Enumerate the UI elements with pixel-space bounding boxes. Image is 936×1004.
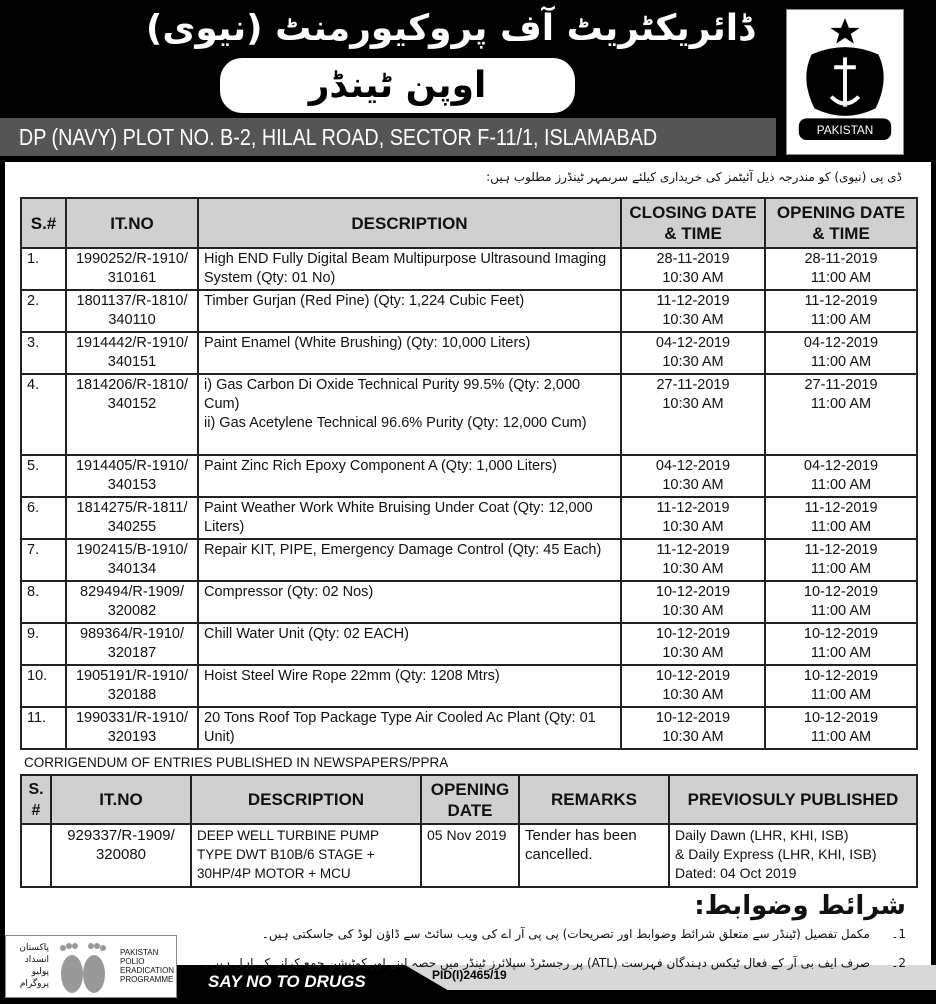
cell-closing xyxy=(621,623,765,665)
column-header: OPENING DATE & TIME xyxy=(765,198,917,248)
cell-closing xyxy=(621,290,765,332)
cell-opening xyxy=(765,455,917,497)
cell-opening xyxy=(765,497,917,539)
opening-date: 10-12-2019 xyxy=(803,626,879,642)
cell-opening xyxy=(765,539,917,581)
description-line: 20 Tons Roof Top Package Type Air Cooled Ac Plant (Qty: 01 Unit) xyxy=(204,710,596,745)
column-header: IT.NO xyxy=(51,775,191,824)
cell-itno: 1990252/R-1910/ 310161 xyxy=(66,248,198,290)
closing-date: 28-11-2019 xyxy=(656,251,730,267)
cell-sn: 7. xyxy=(21,539,66,581)
cell-description xyxy=(198,374,621,455)
polio-urdu: پاکستان انسداد پولیو پروگرام xyxy=(19,943,49,989)
closing-date: 10-12-2019 xyxy=(655,668,731,684)
opening-time: 11:00 AM xyxy=(810,561,872,577)
table-row xyxy=(21,623,917,665)
corrigendum-table xyxy=(20,774,918,888)
description-line: Compressor (Qty: 02 Nos) xyxy=(204,584,374,600)
cell-closing xyxy=(621,455,765,497)
closing-time: 10:30 AM xyxy=(662,729,724,745)
closing-time: 10:30 AM xyxy=(662,354,724,370)
tender-table xyxy=(20,197,918,750)
published-line: & Daily Express (LHR, KHI, ISB) xyxy=(675,846,877,862)
column-header: S.# xyxy=(21,198,66,248)
cell-sn: 1. xyxy=(21,248,66,290)
cell-sn: 3. xyxy=(21,332,66,374)
closing-date: 04-12-2019 xyxy=(655,335,731,351)
pid-number: PID(I)2465/19 xyxy=(432,968,507,982)
description-line: i) Gas Carbon Di Oxide Technical Purity 99.5% (Qty: 2,000 Cum) xyxy=(204,377,581,412)
cell-sn: 11. xyxy=(21,707,66,749)
column-header: DESCRIPTION xyxy=(198,198,621,248)
table-row xyxy=(21,332,917,374)
closing-date: 10-12-2019 xyxy=(655,584,731,600)
description-line: Paint Zinc Rich Epoxy Component A (Qty: 1,000 Liters) xyxy=(204,458,557,474)
term-number: 1۔ xyxy=(891,927,906,941)
closing-time: 10:30 AM xyxy=(662,519,724,535)
opening-time: 11:00 AM xyxy=(810,354,872,370)
cell-sn: 4. xyxy=(21,374,66,455)
address-bar: DP (NAVY) PLOT NO. B-2, HILAL ROAD, SECTOR F-11/1, ISLAMABAD xyxy=(18,124,658,150)
cell-opening xyxy=(765,665,917,707)
cell-opening xyxy=(765,290,917,332)
cell-description xyxy=(198,539,621,581)
column-header: REMARKS xyxy=(519,775,669,824)
opening-time: 11:00 AM xyxy=(810,312,872,328)
cell-sn: 8. xyxy=(21,581,66,623)
cell-description xyxy=(198,665,621,707)
cell-description: DEEP WELL TURBINE PUMP TYPE DWT B10B/6 STAGE + 30HP/4P MOTOR + MCU xyxy=(191,824,421,887)
opening-time: 11:00 AM xyxy=(810,477,872,493)
cell-sn: 10. xyxy=(21,665,66,707)
opening-date: 10-12-2019 xyxy=(803,668,879,684)
table-row xyxy=(21,707,917,749)
pakistan-navy-logo xyxy=(786,9,904,155)
cell-itno: 1905191/R-1910/ 320188 xyxy=(66,665,198,707)
cell-description xyxy=(198,581,621,623)
cell-opening xyxy=(765,707,917,749)
opening-time: 11:00 AM xyxy=(810,519,872,535)
column-header: CLOSING DATE & TIME xyxy=(621,198,765,248)
opening-date: 28-11-2019 xyxy=(804,251,878,267)
corrigendum-label: CORRIGENDUM OF ENTRIES PUBLISHED IN NEWSPAPERS/PPRA xyxy=(24,755,449,770)
opening-date: 10-12-2019 xyxy=(803,710,879,726)
cell-sn: 9. xyxy=(21,623,66,665)
opening-date: 11-12-2019 xyxy=(804,293,878,309)
cell-itno: 1914405/R-1910/ 340153 xyxy=(66,455,198,497)
cell-description xyxy=(198,332,621,374)
term-item xyxy=(180,926,916,943)
description-line: High END Fully Digital Beam Multipurpose Ultrasound Imaging System (Qty: 01 No) xyxy=(204,251,607,286)
address-bar-background xyxy=(0,118,776,156)
polio-line: ERADICATION xyxy=(120,966,175,975)
table-row xyxy=(21,497,917,539)
polio-line: POLIO xyxy=(120,957,145,966)
term-text: صرف ایف بی آر کے فعال ٹیکس دہندگان فہرست (ATL) پر رجسٹرڈ سپلائرز ٹینڈر میں حصہ لینے اور کوٹیشن جمع کرانے کے اہل ہیں۔ xyxy=(203,956,870,970)
logo-text: PAKISTAN xyxy=(816,124,874,138)
opening-date: 10-12-2019 xyxy=(803,584,879,600)
opening-date: 04-12-2019 xyxy=(803,458,879,474)
closing-time: 10:30 AM xyxy=(662,270,724,286)
opening-time: 11:00 AM xyxy=(810,645,872,661)
description-line: Paint Weather Work White Bruising Under Coat (Qty: 12,000 Liters) xyxy=(204,500,593,535)
cell-closing xyxy=(621,581,765,623)
polio-logo xyxy=(5,935,177,998)
closing-time: 10:30 AM xyxy=(662,561,724,577)
table-row xyxy=(21,539,917,581)
cell-itno: 1914442/R-1910/ 340151 xyxy=(66,332,198,374)
description-line: Hoist Steel Wire Rope 22mm (Qty: 1208 Mtrs) xyxy=(204,668,500,684)
term-text: مکمل تفصیل (ٹینڈر سے متعلق شرائط وضوابط اور تصریحات) پی پی آر اے کی ویب سائٹ سے ڈاؤن لوڈ کی جاسکتی ہیں۔ xyxy=(261,927,870,941)
description-line: Repair KIT, PIPE, Emergency Damage Control (Qty: 45 Each) xyxy=(204,542,602,558)
cell-description xyxy=(198,290,621,332)
cell-closing xyxy=(621,248,765,290)
cell-opening-date: 05 Nov 2019 xyxy=(421,824,519,887)
terms-heading: شرائط وضوابط: xyxy=(694,891,906,921)
opening-date: 11-12-2019 xyxy=(804,500,878,516)
cell-itno: 1902415/B-1910/ 340134 xyxy=(66,539,198,581)
footprints-icon xyxy=(54,940,112,996)
cell-closing xyxy=(621,332,765,374)
closing-date: 10-12-2019 xyxy=(655,626,731,642)
cell-description xyxy=(198,248,621,290)
cell-closing xyxy=(621,539,765,581)
opening-time: 11:00 AM xyxy=(810,729,872,745)
description-line: Paint Enamel (White Brushing) (Qty: 10,000 Liters) xyxy=(204,335,531,351)
cell-closing xyxy=(621,707,765,749)
corrigendum-row xyxy=(21,824,917,887)
published-line: Daily Dawn (LHR, KHI, ISB) xyxy=(675,827,849,843)
column-header: IT.NO xyxy=(66,198,198,248)
cell-sn: 6. xyxy=(21,497,66,539)
cell-itno: 1814206/R-1810/ 340152 xyxy=(66,374,198,455)
column-header: DESCRIPTION xyxy=(191,775,421,824)
open-tender-banner: اوپن ٹینڈر xyxy=(220,58,575,113)
table-row xyxy=(21,290,917,332)
cell-itno: 929337/R-1909/ 320080 xyxy=(51,824,191,887)
term-number: 2۔ xyxy=(891,956,906,970)
cell-description xyxy=(198,707,621,749)
cell-closing xyxy=(621,497,765,539)
closing-date: 11-12-2019 xyxy=(656,542,730,558)
cell-itno: 829494/R-1909/ 320082 xyxy=(66,581,198,623)
description-line: Chill Water Unit (Qty: 02 EACH) xyxy=(204,626,409,642)
description-line: Timber Gurjan (Red Pine) (Qty: 1,224 Cubic Feet) xyxy=(204,293,525,309)
cell-description xyxy=(198,497,621,539)
opening-date: 04-12-2019 xyxy=(803,335,879,351)
cell-opening xyxy=(765,374,917,455)
closing-date: 10-12-2019 xyxy=(655,710,731,726)
cell-itno: 1801137/R-1810/ 340110 xyxy=(66,290,198,332)
closing-date: 04-12-2019 xyxy=(655,458,731,474)
cell-opening xyxy=(765,332,917,374)
cell-itno: 1814275/R-1811/ 340255 xyxy=(66,497,198,539)
cell-closing xyxy=(621,665,765,707)
cell-opening xyxy=(765,581,917,623)
table-row xyxy=(21,665,917,707)
column-header: OPENING DATE xyxy=(421,775,519,824)
cell-description xyxy=(198,623,621,665)
closing-time: 10:30 AM xyxy=(662,312,724,328)
column-header: S. # xyxy=(21,775,51,824)
cell-closing xyxy=(621,374,765,455)
closing-time: 10:30 AM xyxy=(662,645,724,661)
cell-sn: 2. xyxy=(21,290,66,332)
cell-sn: 5. xyxy=(21,455,66,497)
say-no-to-drugs: SAY NO TO DRUGS xyxy=(208,972,366,991)
intro-text: ڈی پی (نیوی) کو مندرجہ ذیل آئیٹمز کی خریداری کیلئے سربمہر ٹینڈرز مطلوب ہیں: xyxy=(486,170,902,184)
closing-time: 10:30 AM xyxy=(662,477,724,493)
closing-date: 11-12-2019 xyxy=(656,500,730,516)
cell-opening xyxy=(765,623,917,665)
closing-time: 10:30 AM xyxy=(662,396,724,412)
cell-itno: 989364/R-1910/ 320187 xyxy=(66,623,198,665)
opening-time: 11:00 AM xyxy=(810,687,872,703)
column-header: PREVIOSULY PUBLISHED xyxy=(669,775,917,824)
cell-remarks: Tender has been cancelled. xyxy=(519,824,669,887)
cell-opening xyxy=(765,248,917,290)
opening-time: 11:00 AM xyxy=(810,270,872,286)
opening-time: 11:00 AM xyxy=(810,603,872,619)
cell-description xyxy=(198,455,621,497)
table-row xyxy=(21,248,917,290)
table-row xyxy=(21,581,917,623)
cell-itno: 1990331/R-1910/ 320193 xyxy=(66,707,198,749)
polio-line: PAKISTAN xyxy=(120,948,159,957)
polio-line: PROGRAMME xyxy=(120,975,174,984)
opening-time: 11:00 AM xyxy=(810,396,872,412)
closing-time: 10:30 AM xyxy=(662,603,724,619)
closing-date: 11-12-2019 xyxy=(656,293,730,309)
published-line: Dated: 04 Oct 2019 xyxy=(675,865,797,881)
term-item xyxy=(180,955,916,972)
opening-date: 27-11-2019 xyxy=(804,377,878,393)
title-urdu: ڈائریکٹریٹ آف پروکیورمنٹ (نیوی) xyxy=(145,8,755,49)
closing-time: 10:30 AM xyxy=(662,687,724,703)
opening-date: 11-12-2019 xyxy=(804,542,878,558)
description-line: ii) Gas Acetylene Technical 96.6% Purity (Qty: 12,000 Cum) xyxy=(204,415,587,431)
table-row xyxy=(21,374,917,455)
closing-date: 27-11-2019 xyxy=(656,377,730,393)
table-row xyxy=(21,455,917,497)
cell-sn xyxy=(21,824,51,887)
main-content xyxy=(20,197,916,972)
